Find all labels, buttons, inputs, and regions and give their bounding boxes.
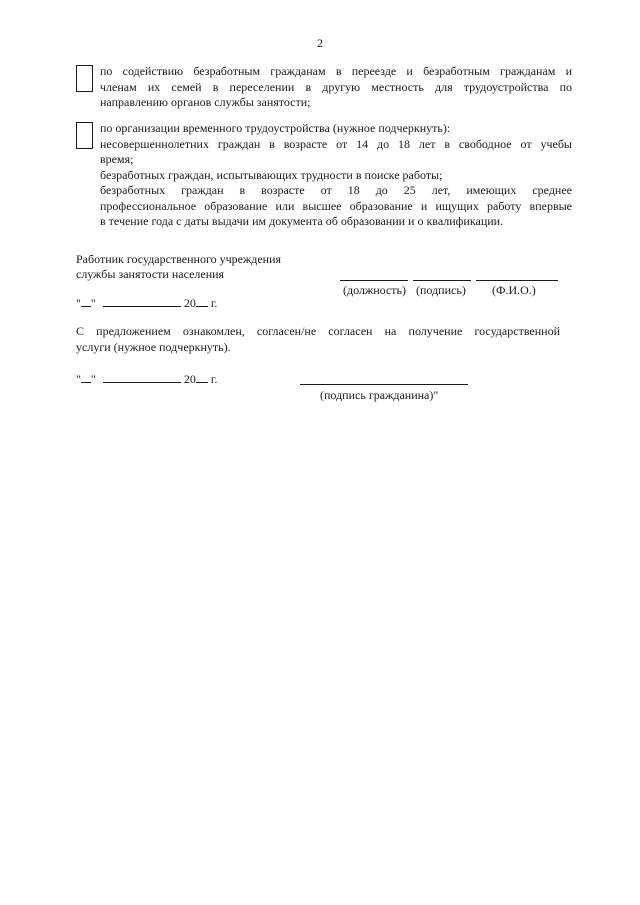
caption-full-name: (Ф.И.О.) bbox=[492, 283, 536, 297]
option-temporary-employment bbox=[76, 121, 572, 230]
text-line: по содействию безработным гражданам в переезде и безработным гражданам и bbox=[100, 64, 572, 78]
caption-signature: (подпись) bbox=[416, 283, 466, 297]
date-year-prefix: 20 bbox=[183, 296, 196, 310]
worker-date bbox=[76, 296, 217, 311]
signature-line bbox=[413, 280, 471, 281]
text-line: безработных граждан, испытывающих трудности в поиске работы; bbox=[100, 167, 443, 182]
page-number: 2 bbox=[317, 36, 323, 50]
option-relocation-text bbox=[100, 64, 572, 111]
date-year-field[interactable] bbox=[196, 382, 208, 383]
option-relocation-checkbox[interactable] bbox=[76, 65, 93, 92]
citizen-signature-line bbox=[300, 384, 468, 385]
full-name-line bbox=[476, 280, 558, 281]
date-open-quote: " bbox=[76, 296, 81, 310]
date-day-field[interactable] bbox=[81, 306, 91, 307]
option-temporary-employment-text bbox=[100, 121, 572, 230]
position-line bbox=[340, 280, 408, 281]
date-year-prefix: 20 bbox=[183, 372, 196, 386]
date-close-quote: " bbox=[90, 296, 96, 310]
date-day-field[interactable] bbox=[81, 382, 91, 383]
acknowledgement-line1: С предложением ознакомлен, согласен/не согласен на получение государственной bbox=[76, 324, 560, 338]
date-open-quote: " bbox=[76, 372, 81, 386]
citizen-date bbox=[76, 372, 217, 387]
date-month-field[interactable] bbox=[103, 306, 181, 307]
date-close-quote: " bbox=[90, 372, 96, 386]
date-month-field[interactable] bbox=[103, 382, 181, 383]
text-line: безработных граждан в возрасте от 18 до 25 лет, имеющих среднее bbox=[100, 183, 572, 197]
date-year-suffix: г. bbox=[210, 296, 218, 310]
caption-citizen-signature: (подпись гражданина)" bbox=[320, 388, 439, 402]
date-year-field[interactable] bbox=[196, 306, 208, 307]
worker-title-line1: Работник государственного учреждения bbox=[76, 252, 282, 266]
option-temporary-employment-checkbox[interactable] bbox=[76, 122, 93, 149]
text-line: время; bbox=[100, 152, 134, 166]
acknowledgement-line2: услуги (нужное подчеркнуть). bbox=[76, 340, 231, 354]
text-line: по организации временного трудоустройства (нужное подчеркнуть): bbox=[100, 121, 451, 135]
text-line: членам их семей в переселении в другую местность для трудоустройства по bbox=[100, 79, 572, 94]
text-line: профессиональное образование или высшее образование и ищущих работу впервые bbox=[100, 198, 572, 213]
text-line: направлению органов службы занятости; bbox=[100, 95, 311, 109]
worker-title-line2: службы занятости населения bbox=[76, 267, 225, 281]
caption-position: (должность) bbox=[343, 283, 406, 297]
text-line: несовершеннолетних граждан в возрасте от 14 до 18 лет в свободное от учебы bbox=[100, 136, 572, 151]
text-line: в течение года с даты выдачи им документа об образовании и о квалификации. bbox=[100, 214, 504, 228]
date-year-suffix: г. bbox=[210, 372, 218, 386]
option-relocation bbox=[76, 64, 572, 111]
